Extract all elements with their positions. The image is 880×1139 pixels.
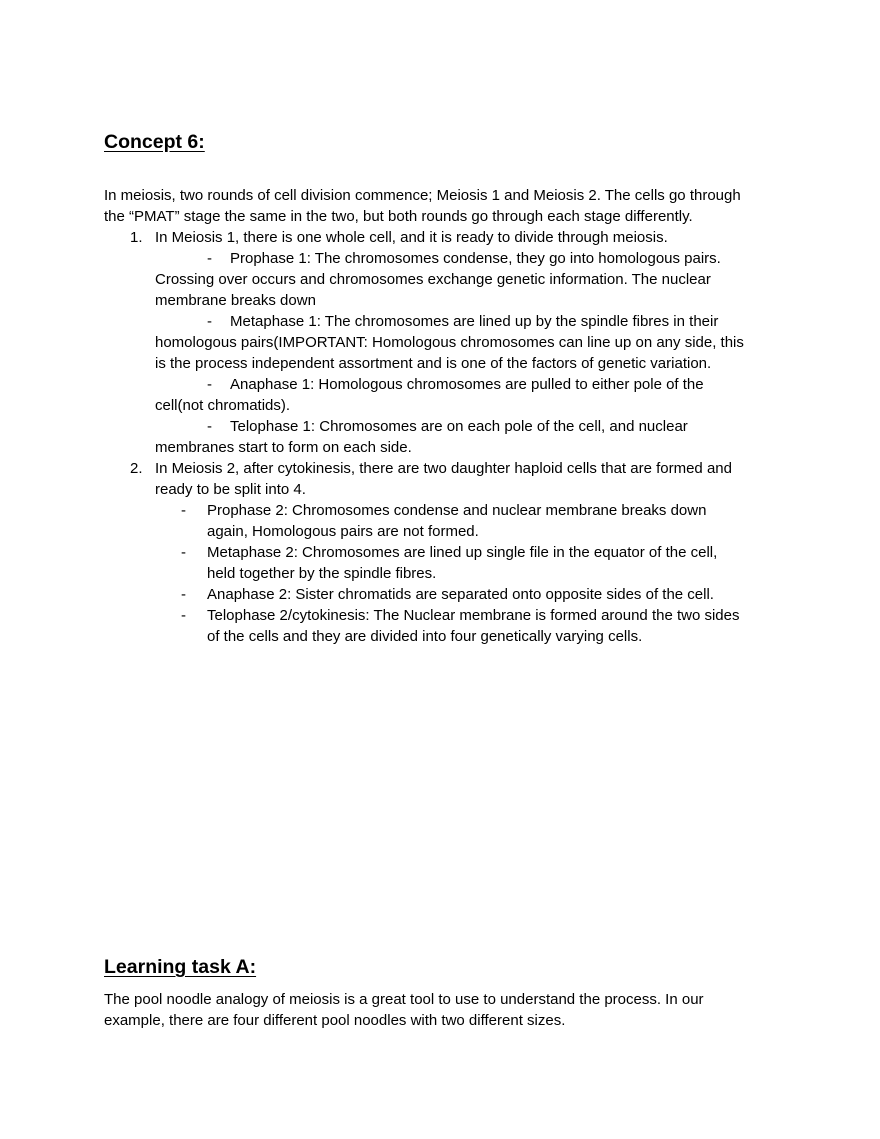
metaphase1-line-1: Metaphase 1: The chromosomes are lined up by the spindle fibres in their: [230, 313, 719, 330]
metaphase1-dash: -: [207, 313, 212, 330]
telophase2-line-1: Telophase 2/cytokinesis: The Nuclear membrane is formed around the two sides: [207, 607, 740, 624]
list-marker-1: 1.: [130, 229, 143, 246]
anaphase1-line-1: Anaphase 1: Homologous chromosomes are pulled to either pole of the: [230, 376, 704, 393]
metaphase2-line-2: held together by the spindle fibres.: [207, 565, 437, 582]
metaphase1-line-2: homologous pairs(IMPORTANT: Homologous chromosomes can line up on any side, this: [155, 334, 744, 351]
meiosis2-lead-line-2: ready to be split into 4.: [155, 481, 306, 498]
telophase1-line-2: membranes start to form on each side.: [155, 439, 412, 456]
anaphase2-dash: -: [181, 586, 186, 603]
prophase1-line-1: Prophase 1: The chromosomes condense, they go into homologous pairs.: [230, 250, 721, 267]
prophase2-line-1: Prophase 2: Chromosomes condense and nuclear membrane breaks down: [207, 502, 707, 519]
list-marker-2: 2.: [130, 460, 143, 477]
telophase1-dash: -: [207, 418, 212, 435]
prophase2-dash: -: [181, 502, 186, 519]
prophase2-line-2: again, Homologous pairs are not formed.: [207, 523, 479, 540]
prophase1-line-2: Crossing over occurs and chromosomes exchange genetic information. The nuclear: [155, 271, 711, 288]
anaphase1-line-2: cell(not chromatids).: [155, 397, 291, 414]
concept-heading: Concept 6:: [104, 131, 205, 153]
telophase2-line-2: of the cells and they are divided into four genetically varying cells.: [207, 628, 643, 645]
anaphase1-dash: -: [207, 376, 212, 393]
prophase1-dash: -: [207, 250, 212, 267]
metaphase1-line-3: is the process independent assortment and is one of the factors of genetic variation.: [155, 355, 712, 372]
meiosis2-lead-line-1: In Meiosis 2, after cytokinesis, there are two daughter haploid cells that are formed and: [155, 460, 732, 477]
metaphase2-line-1: Metaphase 2: Chromosomes are lined up single file in the equator of the cell,: [207, 544, 718, 561]
intro-line-1: In meiosis, two rounds of cell division commence; Meiosis 1 and Meiosis 2. The cells go through: [104, 187, 741, 204]
anaphase2-line-1: Anaphase 2: Sister chromatids are separated onto opposite sides of the cell.: [207, 586, 714, 603]
intro-line-2: the “PMAT” stage the same in the two, but both rounds go through each stage differently.: [104, 208, 693, 225]
learning-task-line-2: example, there are four different pool noodles with two different sizes.: [104, 1012, 566, 1029]
learning-task-heading: Learning task A:: [104, 956, 257, 978]
meiosis1-lead: In Meiosis 1, there is one whole cell, and it is ready to divide through meiosis.: [155, 229, 668, 246]
prophase1-line-3: membrane breaks down: [155, 292, 316, 309]
telophase2-dash: -: [181, 607, 186, 624]
learning-task-line-1: The pool noodle analogy of meiosis is a great tool to use to understand the process. In our: [104, 991, 704, 1008]
telophase1-line-1: Telophase 1: Chromosomes are on each pole of the cell, and nuclear: [230, 418, 688, 435]
metaphase2-dash: -: [181, 544, 186, 561]
